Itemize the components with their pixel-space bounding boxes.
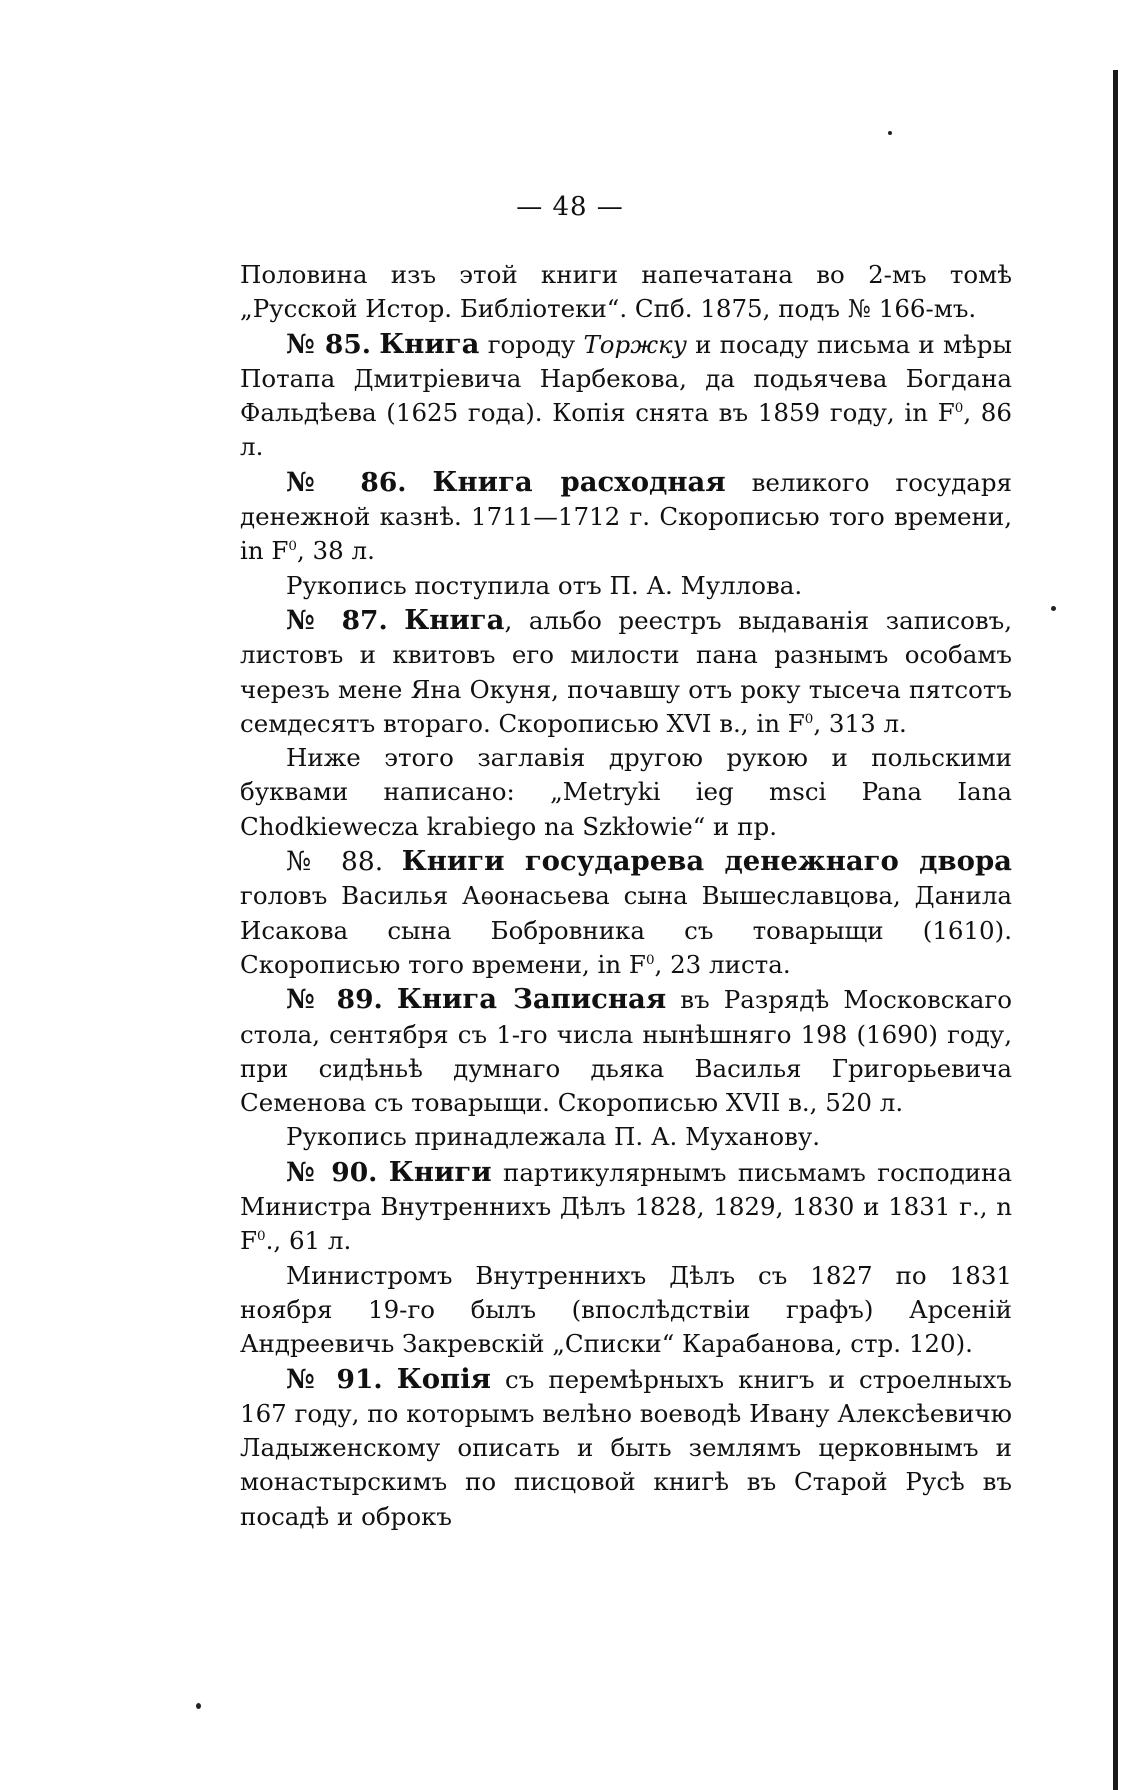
entry-86: № 86. Книга расходная великого государя денежной казнѣ. 1711—1712 г. Скорописью того времени, in $F^0$, 38 л. [240, 465, 1013, 566]
entry-number: № 85. [286, 328, 372, 360]
entry-86-note: Рукопись поступила отъ П. А. Муллова. [286, 570, 803, 600]
page-edge-line [1113, 70, 1118, 1790]
page-number: — 48 — [516, 192, 624, 222]
document-body [240, 258, 1012, 1534]
entry-number: № 89. [286, 984, 383, 1016]
entry-85: № 85. Книга городу Торжку и посаду письма и мѣры Потапа Дмитріевича Нарбекова, да подьячева Богдана Фальдѣева (1625 года). Копія снята въ 1859 году, in $F^0$, 86 л. [240, 327, 1012, 462]
entry-90-note: Министромъ Внутреннихъ Дѣлъ съ 1827 по 1831 ноября 19-го былъ (впослѣдствіи графъ) Арсеній Андреевичь Закревскій „Списки“ Карабанова, стр. 120). [240, 1260, 1012, 1359]
entry-89: № 89. Книга Записная въ Разрядѣ Московскаго стола, сентября съ 1-го числа нынѣшняго 198 (1690) году, при сидѣньѣ думнаго дьяка Василья Григорьевича Семенова съ товарыщи. Скорописью XVII в., 520 л. [240, 983, 1012, 1118]
entry-title: Книга [404, 603, 505, 636]
scan-speck [196, 1703, 201, 1709]
entry-number: № 88. [286, 846, 384, 878]
entry-number: № 87. [286, 604, 388, 636]
italic-place-name: Торжку [583, 329, 687, 359]
entry-number: № 86. [286, 466, 407, 498]
entry-number: № 91. [286, 1363, 383, 1395]
entry-number: № 90. [286, 1156, 378, 1188]
entry-87-note: Ниже этого заглавія другою рукою и польскими буквами написано: „Metryki ieg msci Pana Iana Chodkiewecza krabiego na Szkłowie“ и пр. [240, 743, 1012, 841]
scan-speck [888, 131, 892, 135]
entry-90: № 90. Книги партикулярнымъ письмамъ господина Министра Внутреннихъ Дѣлъ 1828, 1829, 1830 и 1831 г., n $F^0$., 61 л. [240, 1155, 1012, 1256]
paragraph-continuation: Половина изъ этой книги напечатана во 2-мъ томѣ „Русской Истор. Библіотеки“. Спб. 1875, подъ № 166-мъ. [240, 260, 1012, 324]
entry-title: Книга расходная [432, 465, 726, 498]
entry-title: Книги государева денежнаго двора [401, 845, 1012, 878]
entry-title: Книга [379, 327, 480, 360]
entry-91: № 91. Копія съ перемѣрныхъ книгъ и строелныхъ 167 году, по которымъ велѣно воеводѣ Ивану Алексѣевичю Ладыженскому описать и быть землямъ церковнымъ и монастырскимъ по писцовой книгѣ въ Старой Русѣ въ посадѣ и оброкъ [240, 1362, 1012, 1531]
entry-88: № 88. Книги государева денежнаго двора головъ Василья Аѳонасьева сына Вышеславцова, Данила Исакова сына Бобровника съ товарыщи (1610). Скорописью того времени, in $F^0$, 23 листа. [240, 845, 1012, 979]
entry-87: № 87. Книга, альбо реестръ выдаванія записовъ, листовъ и квитовъ его милости пана разнымъ особамъ черезъ мене Яна Окуня, почавшу отъ року тысеча пятсотъ семдесятъ втораго. Скорописью XVI в., in $F^0$, 313 л. [240, 603, 1012, 738]
entry-89-note: Рукопись принадлежала П. А. Муханову. [286, 1122, 821, 1152]
entry-title: Копія [396, 1362, 491, 1395]
entry-title: Книги [388, 1155, 492, 1188]
entry-title: Книга Записная [396, 983, 667, 1016]
scan-speck [1051, 606, 1056, 611]
